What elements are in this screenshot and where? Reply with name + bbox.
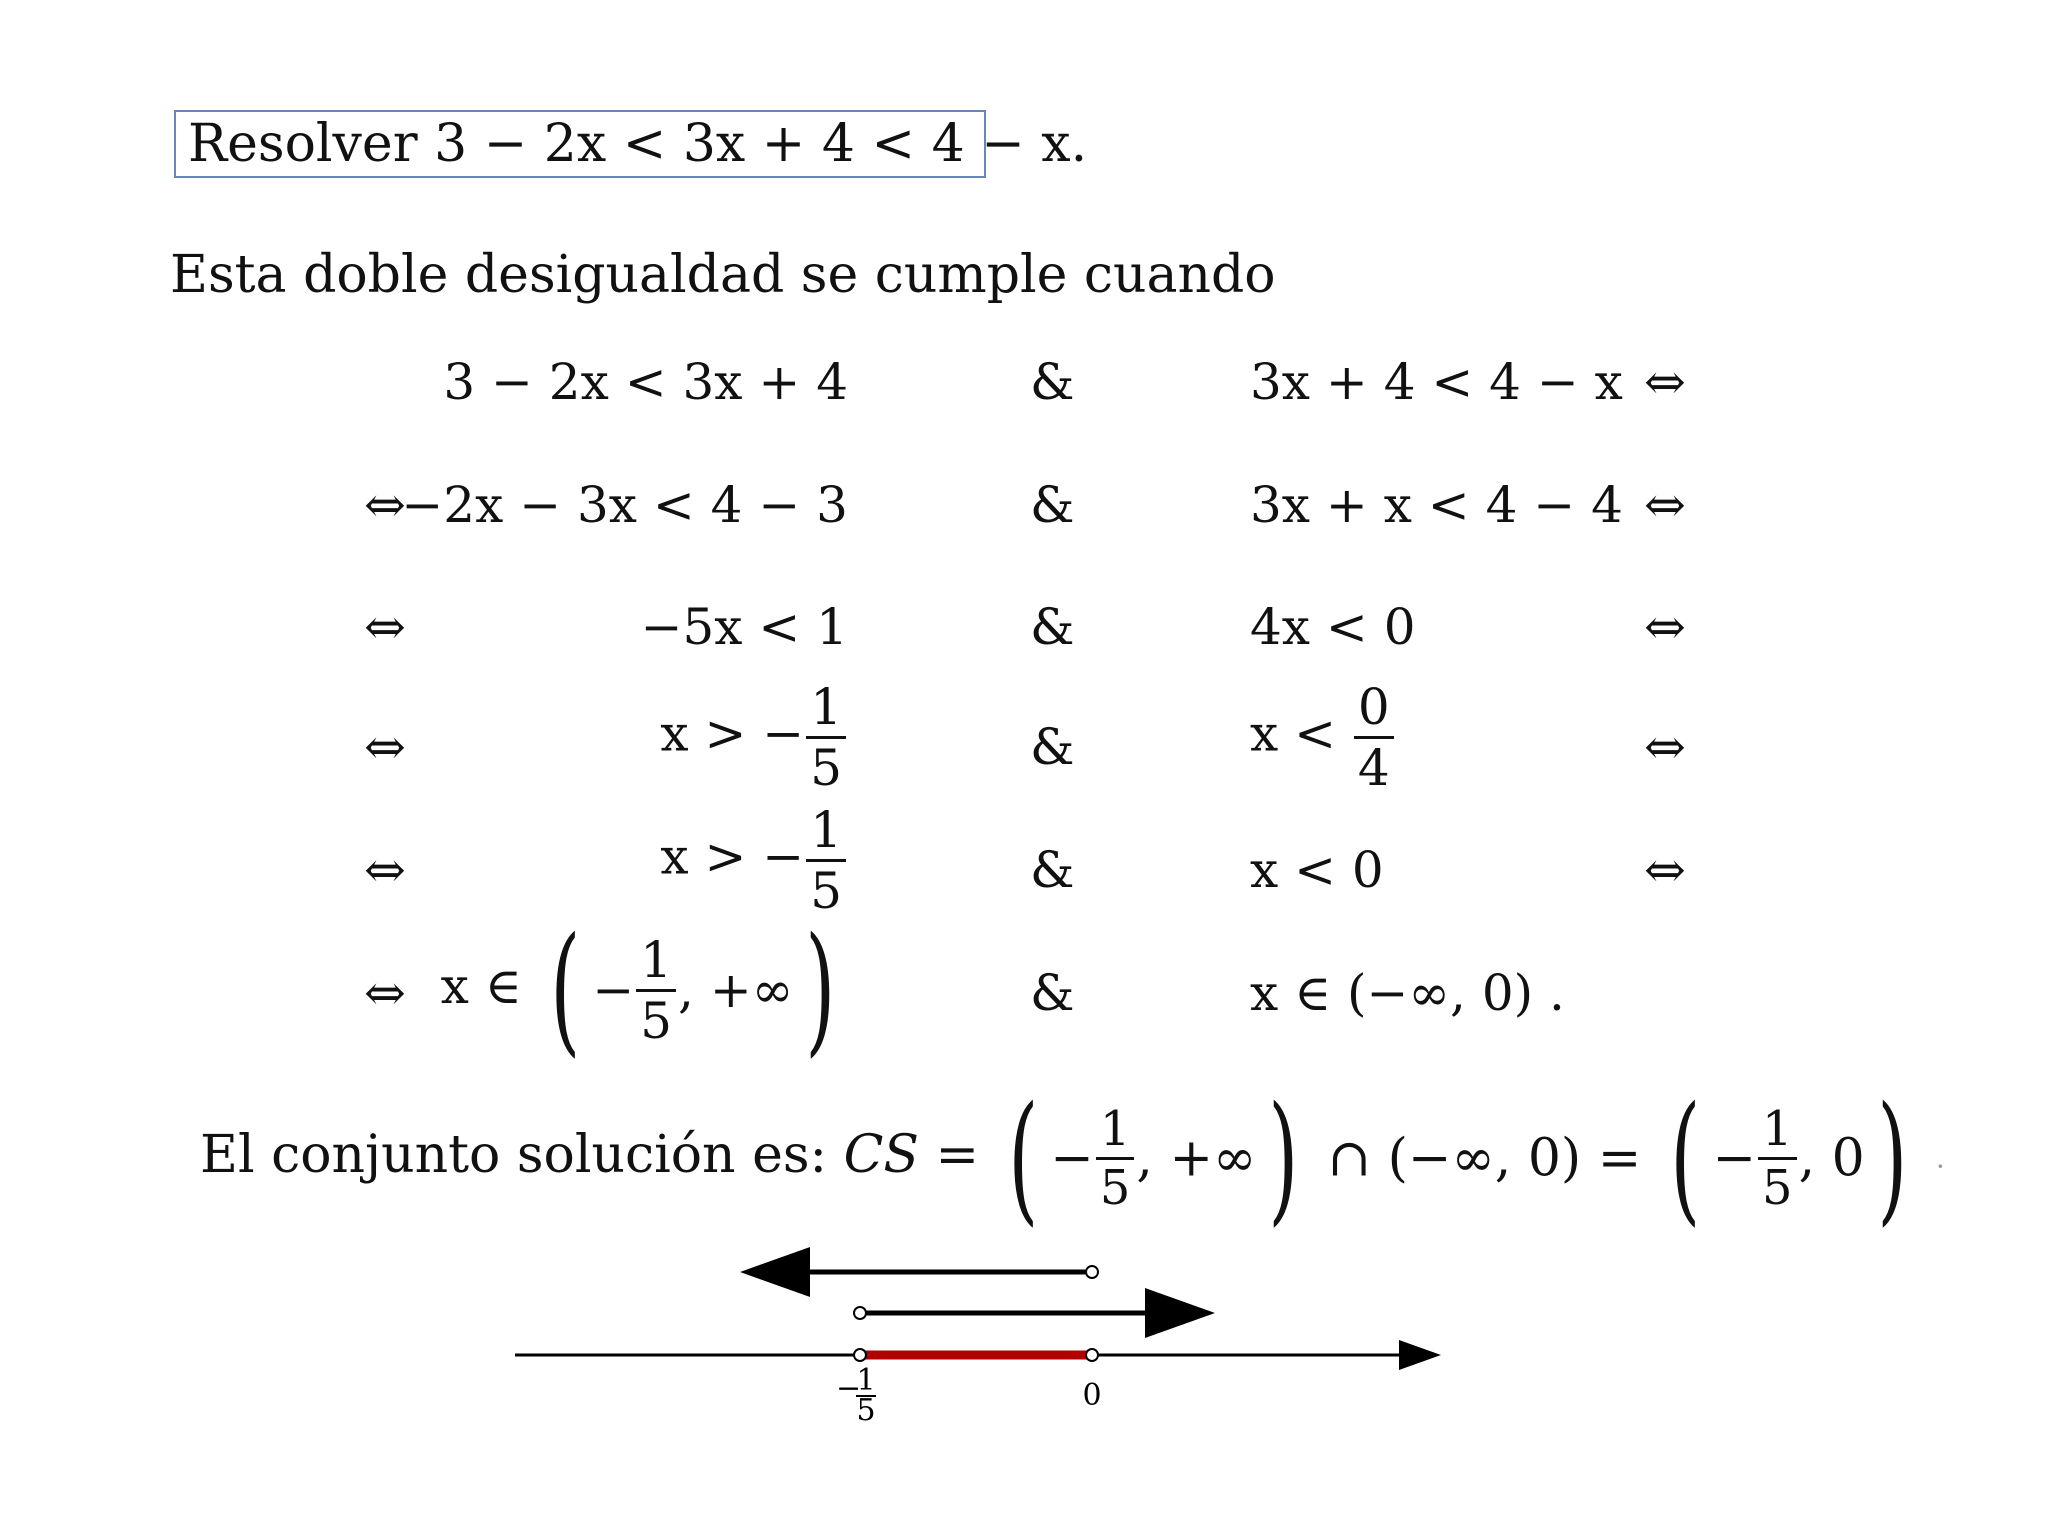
fraction-numerator: 1 — [806, 682, 846, 739]
fraction-numerator: 1 — [636, 935, 676, 992]
row-5-lhs-fraction — [636, 930, 676, 1050]
row-0-and: & — [1030, 353, 1075, 411]
row-5-iff-left: ⇔ — [364, 964, 406, 1022]
right-paren: ) — [805, 908, 836, 1071]
row-4-lhs-prefix: x > − — [660, 827, 805, 886]
row-3-lhs — [660, 678, 848, 797]
row-0-iff-right: ⇔ — [1644, 353, 1686, 411]
row-4-lhs-fraction — [806, 801, 846, 920]
fraction-numerator: 1 — [1758, 1105, 1797, 1160]
row-2-and: & — [1030, 598, 1075, 656]
row-4-lhs — [660, 801, 848, 920]
tick-label-numerator: 1 — [856, 1363, 876, 1398]
fraction-denominator: 5 — [1099, 1160, 1131, 1216]
open-point-minus-one-fifth — [854, 1349, 866, 1361]
solution-middle: ∩ (−∞, 0) = — [1327, 1128, 1642, 1189]
tick-label-zero: 0 — [1082, 1378, 1102, 1413]
fraction-numerator: 1 — [806, 805, 846, 862]
row-1-iff-left: ⇔ — [364, 476, 406, 534]
right-paren: ) — [1877, 1076, 1908, 1240]
fraction-numerator: 0 — [1354, 682, 1394, 739]
problem-label: Resolver — [188, 114, 418, 174]
row-1-and: & — [1030, 476, 1075, 534]
problem-statement-box — [174, 110, 1088, 178]
solution-last-suffix: , 0 — [1798, 1128, 1865, 1189]
row-5-rhs: x ∈ (−∞, 0) . — [1250, 964, 1565, 1022]
row-2-iff-left: ⇔ — [364, 598, 406, 656]
row-3-iff-right: ⇔ — [1644, 718, 1686, 776]
solution-label: El conjunto solución es: — [200, 1125, 828, 1185]
problem-inequality: 3 − 2x < 3x + 4 < 4 − x. — [434, 114, 1088, 174]
solution-fraction-2 — [1758, 1101, 1797, 1216]
row-3-rhs-fraction — [1354, 678, 1394, 797]
row-2-iff-right: ⇔ — [1644, 598, 1686, 656]
row-0-rhs: 3x + 4 < 4 − x — [1250, 353, 1623, 411]
fraction-denominator: 5 — [1762, 1160, 1793, 1216]
row-3-iff-left: ⇔ — [364, 718, 406, 776]
row-2-rhs: 4x < 0 — [1250, 598, 1416, 656]
number-line-diagram — [500, 1240, 1460, 1440]
row-5-lhs-prefix: x ∈ — [440, 957, 522, 1015]
intro-text: Esta doble desigualdad se cumple cuando — [170, 245, 1276, 305]
solution-cs: CS — [843, 1125, 919, 1185]
solution-fraction-1 — [1096, 1101, 1135, 1216]
tick-label-minus-sign: − — [836, 1371, 862, 1406]
open-point-minus-one-fifth-upper — [854, 1307, 866, 1319]
right-paren: ) — [1268, 1076, 1299, 1240]
left-paren: ( — [1007, 1076, 1038, 1240]
tick-label-denominator: 5 — [856, 1393, 876, 1428]
row-2-lhs: −5x < 1 — [640, 598, 848, 656]
row-3-and: & — [1030, 718, 1075, 776]
fraction-denominator: 5 — [810, 862, 842, 920]
row-3-lhs-fraction — [806, 678, 846, 797]
row-3-rhs-prefix: x < — [1250, 704, 1336, 763]
row-0-lhs: 3 − 2x < 3x + 4 — [443, 353, 848, 411]
row-1-lhs: −2x − 3x < 4 − 3 — [401, 476, 848, 534]
fraction-denominator: 4 — [1357, 739, 1390, 797]
solution-first-suffix: , +∞ — [1136, 1128, 1257, 1189]
row-1-rhs: 3x + x < 4 − 4 — [1250, 476, 1623, 534]
solution-end: . — [1935, 1141, 1945, 1175]
row-5-lhs: x ∈ ( − $\frac{1}{5}$ , +∞) — [440, 908, 836, 1071]
row-5-lhs-suffix: , +∞ — [678, 961, 794, 1019]
row-3-rhs — [1250, 678, 1396, 797]
left-paren: ( — [549, 908, 581, 1071]
row-5-and: & — [1030, 964, 1075, 1022]
row-1-iff-right: ⇔ — [1644, 476, 1686, 534]
row-3-lhs-prefix: x > − — [660, 704, 805, 763]
row-4-iff-left: ⇔ — [364, 841, 406, 899]
solution-line: El conjunto solución es: CS = ( − $\frac{1}{5}$ , +∞) ∩ (−∞, 0) = ( − $\frac{1}{5}$ , 0) . — [200, 1076, 1945, 1240]
row-4-rhs: x < 0 — [1250, 841, 1384, 899]
open-point-zero — [1086, 1349, 1098, 1361]
fraction-denominator: 5 — [810, 739, 842, 797]
open-point-zero-upper — [1086, 1266, 1098, 1278]
fraction-denominator: 5 — [640, 991, 673, 1050]
row-4-and: & — [1030, 841, 1075, 899]
fraction-numerator: 1 — [1096, 1105, 1135, 1160]
left-paren: ( — [1670, 1076, 1701, 1240]
row-4-iff-right: ⇔ — [1644, 841, 1686, 899]
